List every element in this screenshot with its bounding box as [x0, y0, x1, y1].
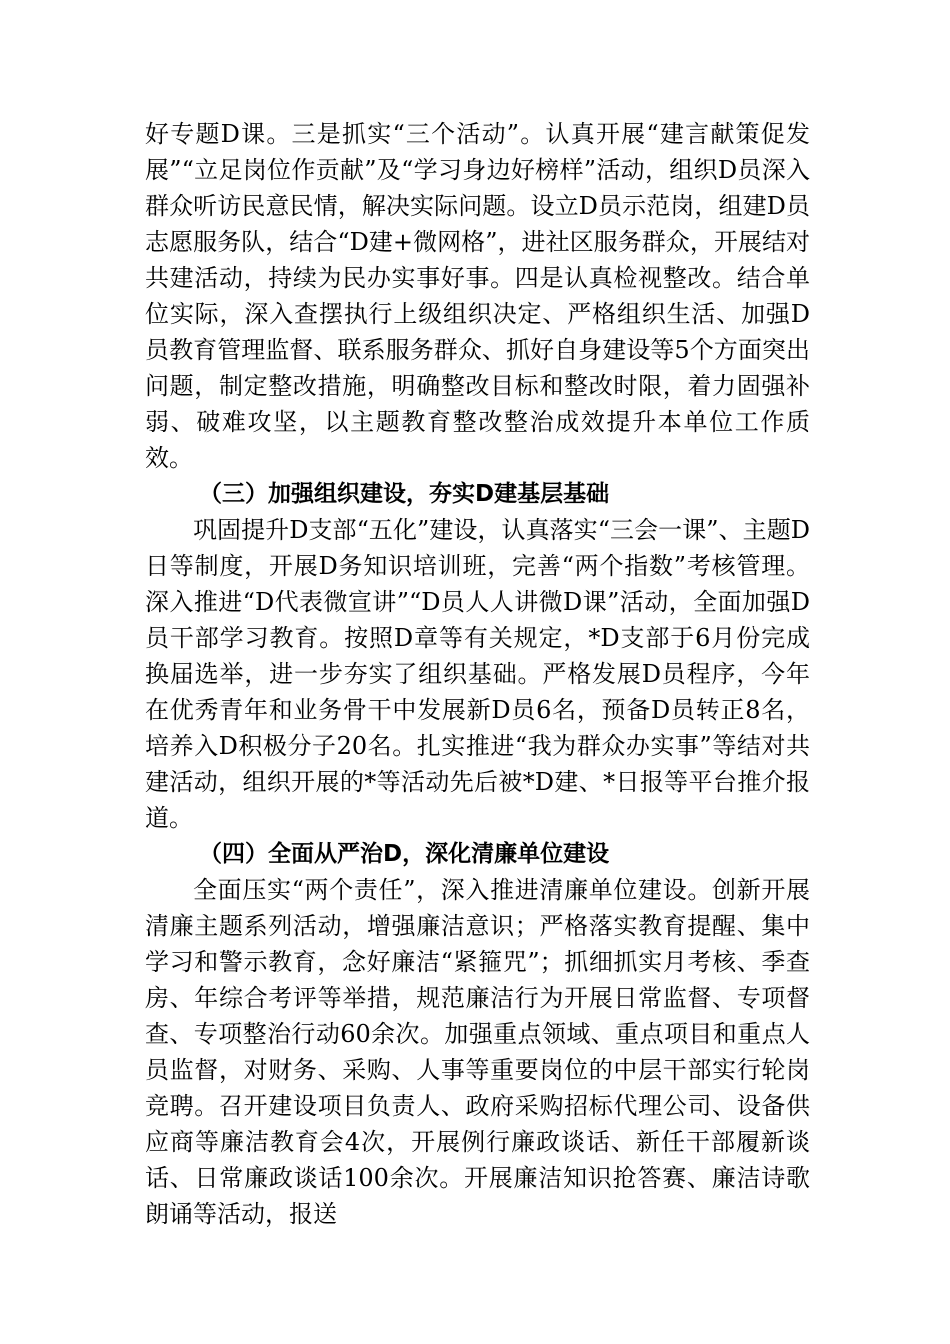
section-heading-3: （三）加强组织建设，夯实D建基层基础: [199, 481, 610, 507]
body-paragraph-3: 全面压实“两个责任”，深入推进清廉单位建设。创新开展清廉主题系列活动，增强廉洁意识；严格落实教育提醒、集中学习和警示教育，念好廉洁“紧箍咒”；抓细抓实月考核、季查房、年综合考评等举措，规范廉洁行为开展日常监督、专项督查、专项整治行动60余次。加强重点领域、重点项目和重点人员监督，对财务、采购、人事等重要岗位的中层干部实行轮岗竞聘。召开建设项目负责人、政府采购招标代理公司、设备供应商等廉洁教育会4次，开展例行廉政谈话、新任干部履新谈话、日常廉政谈话100余次。开展廉洁知识抢答赛、廉洁诗歌朗诵等活动，报送: [145, 876, 810, 1228]
document-body: [145, 116, 810, 1232]
body-paragraph-1: 好专题D课。三是抓实“三个活动”。认真开展“建言献策促发展”“立足岗位作贡献”及“学习身边好榜样”活动，组织D员深入群众听访民意民情，解决实际问题。设立D员示范岗，组建D员志愿服务队，结合“D建+微网格”，进社区服务群众，开展结对共建活动，持续为民办实事好事。四是认真检视整改。结合单位实际，深入查摆执行上级组织决定、严格组织生活、加强D员教育管理监督、联系服务群众、抓好自身建设等5个方面突出问题，制定整改措施，明确整改目标和整改时限，着力固强补弱、破难攻坚，以主题教育整改整治成效提升本单位工作质效。: [145, 120, 810, 472]
body-paragraph-2: 巩固提升D支部“五化”建设，认真落实“三会一课”、主题D日等制度，开展D务知识培训班，完善“两个指数”考核管理。深入推进“D代表微宣讲”“D员人人讲微D课”活动，全面加强D员干部学习教育。按照D章等有关规定，*D支部于6月份完成换届选举，进一步夯实了组织基础。严格发展D员程序，今年在优秀青年和业务骨干中发展新D员6名，预备D员转正8名，培养入D积极分子20名。扎实推进“我为群众办实事”等结对共建活动，组织开展的*等活动先后被*D建、*日报等平台推介报道。: [145, 516, 810, 832]
section-heading-4: （四）全面从严治D，深化清廉单位建设: [199, 841, 610, 867]
